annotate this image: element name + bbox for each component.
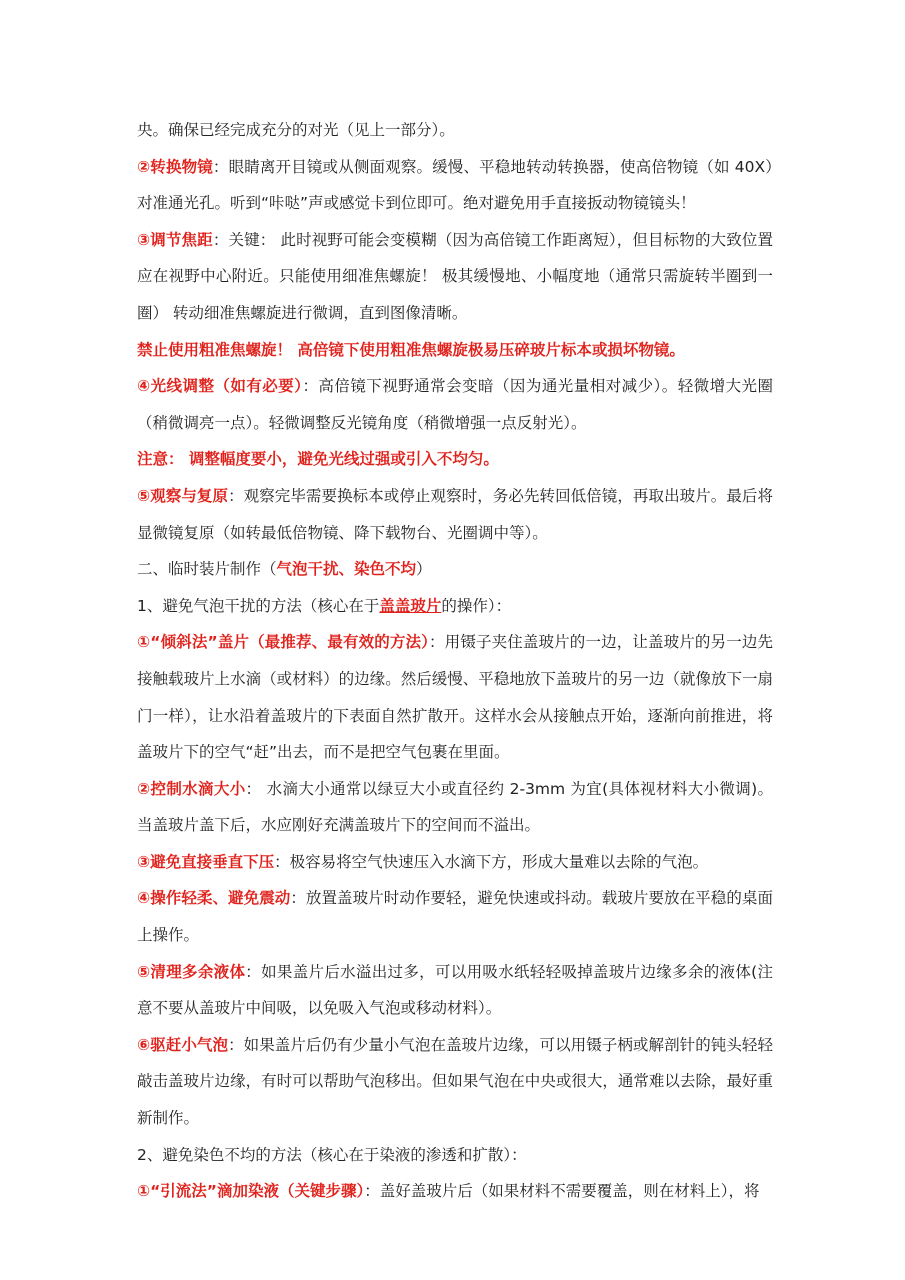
warning-text: 禁止使用粗准焦螺旋！ 高倍镜下使用粗准焦螺旋极易压碎玻片标本或损坏物镜。 xyxy=(137,340,685,359)
section-heading-text: 二、临时装片制作（ xyxy=(137,560,277,579)
paragraph xyxy=(137,222,773,332)
step-heading: ④操作轻柔、避免震动 xyxy=(137,889,291,908)
paragraph-text: ：关键： 此时视野可能会变模糊（因为高倍镜工作距离短），但目标物的大致位置应在视野中心附近。只能使用细准焦螺旋！ 极其缓慢地、小幅度地（通常只需旋转半圈到一圈） 转动细准焦螺旋进行微调，直到图像清晰。 xyxy=(137,230,774,322)
subsection-heading xyxy=(137,1137,773,1174)
document-page xyxy=(137,112,773,1210)
paragraph-text: ： 水滴大小通常以绿豆大小或直径约 2-3mm 为宜(具体视材料大小微调)。当盖玻片盖下后，水应刚好充满盖玻片下的空间而不溢出。 xyxy=(137,779,773,835)
paragraph xyxy=(137,954,773,1027)
paragraph xyxy=(137,1027,773,1137)
paragraph xyxy=(137,771,773,844)
paragraph-text: ：盖好盖玻片后（如果材料不需要覆盖，则在材料上），将 xyxy=(364,1182,760,1201)
paragraph-text: ：眼睛离开目镜或从侧面观察。缓慢、平稳地转动转换器，使高倍物镜（如 40X）对准通光孔。听到“咔哒”声或感觉卡到位即可。绝对避免用手直接扳动物镜镜头！ xyxy=(137,157,773,213)
paragraph-text: ：如果盖片后水溢出过多，可以用吸水纸轻轻吸掉盖玻片边缘多余的液体(注意不要从盖玻片中间吸，以免吸入气泡或移动材料）。 xyxy=(137,962,773,1018)
subsection-heading-text: 2、避免染色不均的方法（核心在于染液的渗透和扩散）： xyxy=(137,1145,527,1164)
step-heading: ④光线调整（如有必要） xyxy=(137,377,303,396)
paragraph-text: 央。确保已经完成充分的对光（见上一部分）。 xyxy=(137,121,455,139)
subsection-heading-text: 的操作）： xyxy=(441,596,512,615)
paragraph xyxy=(137,149,773,222)
step-heading: ⑤观察与复原 xyxy=(137,486,229,505)
step-heading: ③避免直接垂直下压 xyxy=(137,852,275,871)
underlined-highlight: 盖盖玻片 xyxy=(379,596,442,615)
paragraph xyxy=(137,1173,773,1210)
warning-text: 注意： 调整幅度要小，避免光线过强或引入不均匀。 xyxy=(137,450,499,469)
paragraph-text: ：极容易将空气快速压入水滴下方，形成大量难以去除的气泡。 xyxy=(274,852,709,871)
paragraph-text: ：放置盖玻片时动作要轻，避免快速或抖动。载玻片要放在平稳的桌面上操作。 xyxy=(137,889,773,945)
section-heading-text: ） xyxy=(416,560,432,579)
paragraph-text: ：如果盖片后仍有少量小气泡在盖玻片边缘，可以用镊子柄或解剖针的钝头轻轻敲击盖玻片边缘，有时可以帮助气泡移出。但如果气泡在中央或很大，通常难以去除，最好重新制作。 xyxy=(137,1035,773,1128)
step-heading: ②控制水滴大小 xyxy=(137,779,246,798)
step-heading: ①“倾斜法”盖片（最推荐、最有效的方法） xyxy=(137,633,430,652)
step-heading: ⑤清理多余液体 xyxy=(137,962,246,981)
paragraph xyxy=(137,880,773,953)
paragraph-text: ：高倍镜下视野通常会变暗（因为通光量相对减少）。轻微增大光圈（稍微调亮一点）。轻微调整反光镜角度（稍微增强一点反射光）。 xyxy=(137,377,774,432)
subsection-heading xyxy=(137,588,773,625)
paragraph xyxy=(137,624,773,770)
step-heading: ⑥驱赶小气泡 xyxy=(137,1035,229,1054)
step-heading: ②转换物镜 xyxy=(137,157,213,176)
section-heading xyxy=(137,551,773,588)
subsection-heading-text: 1、避免气泡干扰的方法（核心在于 xyxy=(137,596,380,615)
paragraph xyxy=(137,368,773,441)
step-heading: ③调节焦距 xyxy=(137,230,213,249)
step-heading: ①“引流法”滴加染液（关键步骤） xyxy=(137,1182,365,1201)
paragraph xyxy=(137,112,773,149)
warning-paragraph xyxy=(137,441,773,478)
warning-paragraph xyxy=(137,332,773,369)
paragraph xyxy=(137,478,773,551)
paragraph-text: ：用镊子夹住盖玻片的一边，让盖玻片的另一边先接触载玻片上水滴（或材料）的边缘。然后缓慢、平稳地放下盖玻片的另一边（就像放下一扇门一样），让水沿着盖玻片的下表面自然扩散开。这样水会从接触点开始，逐渐向前推进，将盖玻片下的空气“赶”出去，而不是把空气包裹在里面。 xyxy=(137,633,773,762)
paragraph xyxy=(137,844,773,881)
section-heading-highlight: 气泡干扰、染色不均 xyxy=(276,560,417,579)
paragraph-text: ：观察完毕需要换标本或停止观察时，务必先转回低倍镜，再取出玻片。最后将显微镜复原（如转最低倍物镜、降下载物台、光圈调中等）。 xyxy=(137,486,773,542)
